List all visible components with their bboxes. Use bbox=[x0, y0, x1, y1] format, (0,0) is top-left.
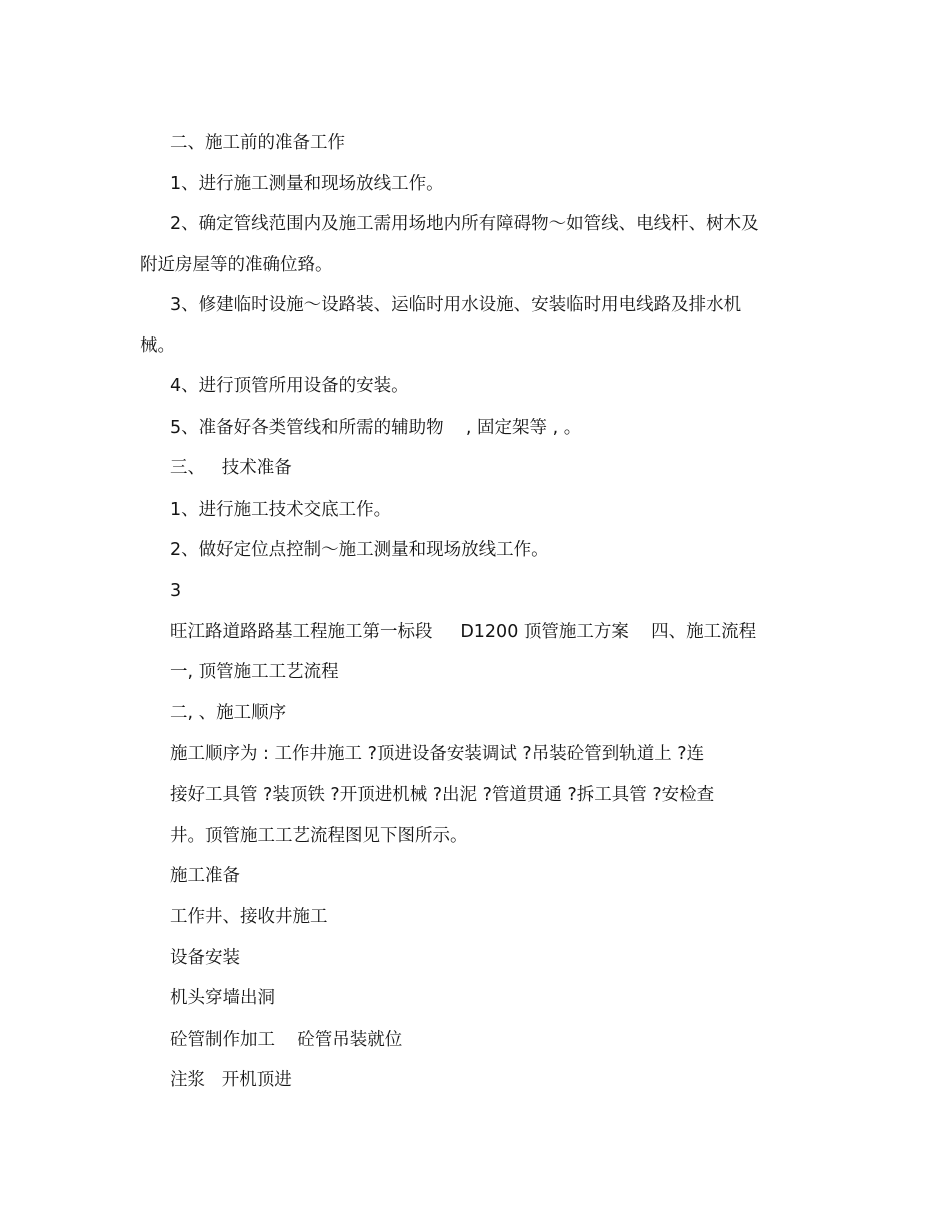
paragraph-line: 1、进行施工测量和现场放线工作。 bbox=[170, 173, 444, 194]
paragraph-line: 接好工具管 ?装顶铁 ?开顶进机械 ?出泥 ?管道贯通 ?拆工具管 ?安检查 bbox=[170, 784, 715, 805]
flow-step: 施工准备 bbox=[170, 865, 240, 886]
paragraph-line: 4、进行顶管所用设备的安装。 bbox=[170, 375, 409, 396]
paragraph-line: 2、确定管线范围内及施工需用场地内所有障碍物～如管线、电线杆、树木及 bbox=[170, 213, 759, 234]
paragraph-line: 5、准备好各类管线和所需的辅助物 , 固定架等 , 。 bbox=[170, 417, 582, 438]
paragraph-line: 井。顶管施工工艺流程图见下图所示。 bbox=[170, 825, 468, 846]
section-heading-technical: 三、 技术准备 bbox=[170, 457, 292, 478]
paragraph-line: 施工顺序为 : 工作井施工 ?顶进设备安装调试 ?吊装砼管到轨道上 ?连 bbox=[170, 743, 705, 764]
flow-step: 设备安装 bbox=[170, 947, 240, 968]
running-header-line: 旺江路道路路基工程施工第一标段 D1200 顶管施工方案 四、施工流程 bbox=[170, 621, 757, 642]
subsection-heading-process: 一, 顶管施工工艺流程 bbox=[170, 661, 339, 682]
subsection-heading-sequence: 二, 、施工顺序 bbox=[170, 702, 287, 723]
flow-step: 工作井、接收井施工 bbox=[170, 906, 328, 927]
paragraph-continuation: 械。 bbox=[140, 335, 175, 356]
page-number-fragment: 3 bbox=[170, 580, 182, 601]
paragraph-continuation: 附近房屋等的准确位臵。 bbox=[140, 254, 333, 275]
flow-step: 注浆 开机顶进 bbox=[170, 1069, 292, 1090]
paragraph-line: 3、修建临时设施～设路装、运临时用水设施、安装临时用电线路及排水机 bbox=[170, 294, 742, 315]
paragraph-line: 2、做好定位点控制～施工测量和现场放线工作。 bbox=[170, 539, 549, 560]
section-heading-preparation: 二、施工前的准备工作 bbox=[170, 132, 345, 153]
paragraph-line: 1、进行施工技术交底工作。 bbox=[170, 499, 392, 520]
flow-step: 砼管制作加工 砼管吊装就位 bbox=[170, 1029, 403, 1050]
flow-step: 机头穿墙出洞 bbox=[170, 987, 275, 1008]
